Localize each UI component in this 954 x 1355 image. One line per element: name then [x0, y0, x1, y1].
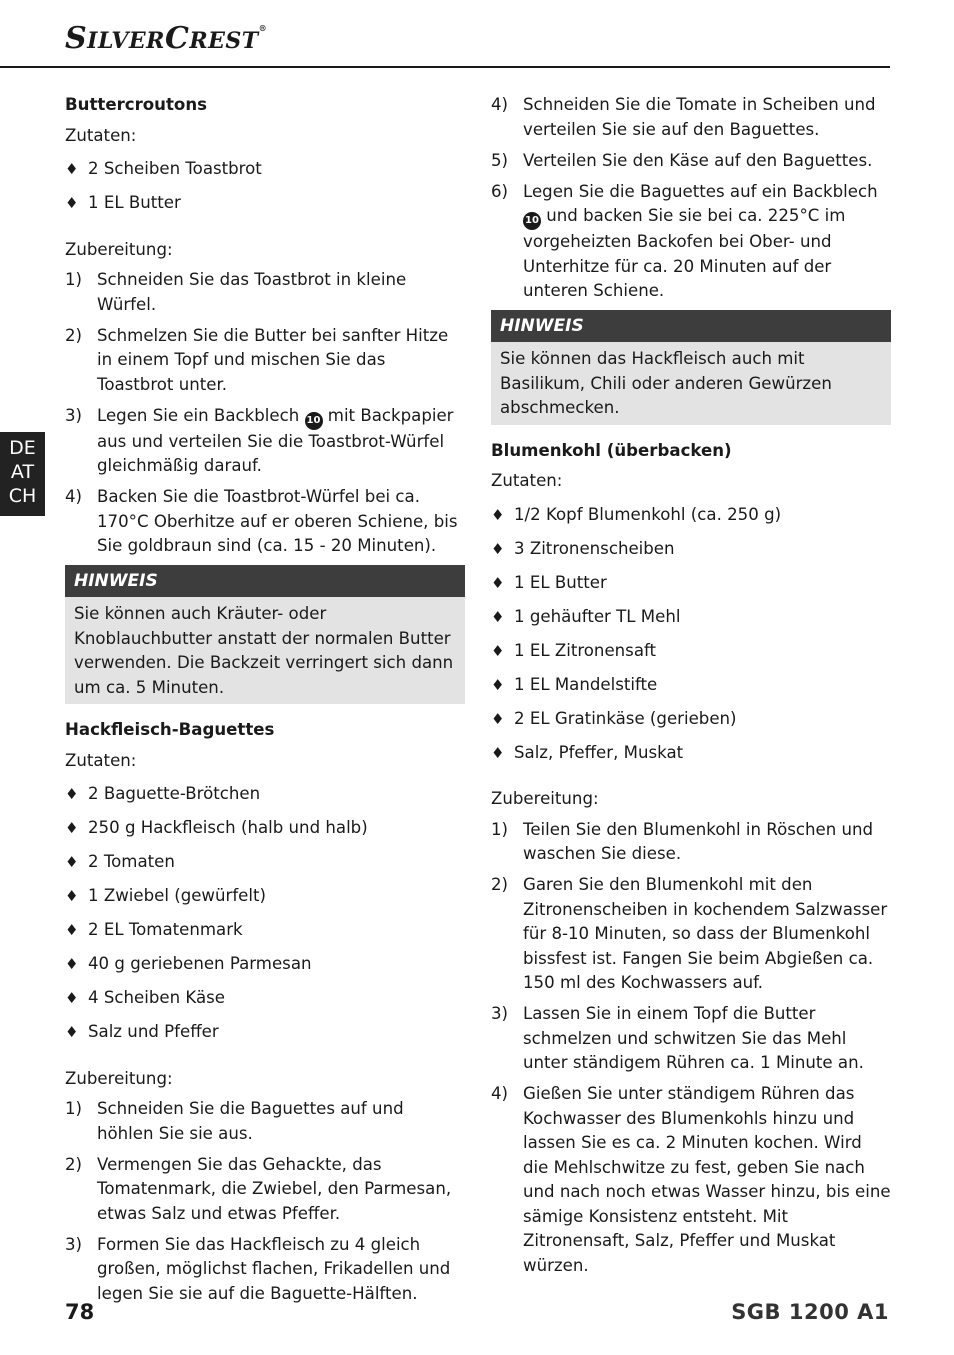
- step-item: [65, 1153, 465, 1227]
- step-item: [491, 149, 891, 174]
- step-text: Schmelzen Sie die Butter bei sanfter Hitze in einem Topf und mischen Sie das Toastbrot unter.: [97, 325, 449, 394]
- step-list: [491, 818, 891, 1279]
- step-number: 1): [65, 270, 83, 289]
- ingredient-item: ♦ 2 EL Gratinkäse (gerieben): [491, 707, 891, 732]
- ingredients-label: Zutaten:: [491, 471, 563, 490]
- step-number: 3): [491, 1004, 509, 1023]
- step-list: [65, 268, 465, 559]
- ingredient-item: ♦ 1 Zwiebel (gewürfelt): [65, 884, 465, 909]
- step-item: [491, 93, 891, 142]
- step-list: [491, 93, 891, 304]
- step-list: [65, 1097, 465, 1306]
- step-number: 4): [491, 95, 509, 114]
- recipe-title: Hackfleisch-Baguettes: [65, 720, 275, 739]
- brand-text: ILVER: [87, 28, 165, 54]
- brand-letter: S: [65, 21, 88, 56]
- note-text: Sie können auch Kräuter- oder Knoblauchbutter anstatt der normalen Butter verwenden. Die Backzeit verringert sich dann um ca. 5 Minuten.: [65, 597, 465, 704]
- step-item: [65, 485, 465, 559]
- step-number: 2): [65, 325, 83, 345]
- brand-letter: C: [164, 21, 190, 56]
- ingredient-item: ♦ 1 EL Mandelstifte: [491, 673, 891, 698]
- note-box: [65, 565, 465, 704]
- step-text: Schneiden Sie das Toastbrot in kleine Würfel.: [97, 270, 407, 314]
- note-text: Sie können das Hackfleisch auch mit Basilikum, Chili oder anderen Gewürzen abschmecken.: [491, 342, 891, 425]
- brand-text: REST: [189, 28, 259, 54]
- step-text: Gießen Sie unter ständigem Rühren das Kochwasser des Blumenkohls hinzu und lassen Sie es ca. 2 Minuten kochen. Wird die Mehlschwitze zu fest, geben Sie nach und nach noch etwas Wasser hinzu, bis eine sämige Konsistenz entsteht. Mit Zitronensaft, Salz, Pfeffer und Muskat würzen.: [523, 1084, 891, 1275]
- step-item: [65, 1233, 465, 1307]
- page-number: 78: [65, 1300, 95, 1324]
- part-reference-icon: 10: [305, 412, 323, 430]
- recipe-title: Buttercroutons: [65, 95, 208, 114]
- step-number: 3): [65, 405, 83, 425]
- step-number: 4): [65, 487, 83, 506]
- step-item: [491, 1082, 891, 1278]
- step-item: [491, 180, 891, 304]
- step-text: Backen Sie die Toastbrot-Würfel bei ca. 170°C Oberhitze auf er oberen Schiene, bis Sie goldbraun sind (ca. 15 - 20 Minuten).: [97, 487, 458, 555]
- ingredient-item: ♦ 40 g geriebenen Parmesan: [65, 952, 465, 977]
- ingredient-item: ♦ 4 Scheiben Käse: [65, 986, 465, 1011]
- step-text: Teilen Sie den Blumenkohl in Röschen und waschen Sie diese.: [523, 819, 874, 863]
- step-number: 6): [491, 181, 509, 201]
- registered-mark: ®: [258, 23, 268, 33]
- ingredients-label: Zutaten:: [65, 125, 137, 145]
- right-column: [491, 93, 891, 1285]
- step-item: [65, 268, 465, 317]
- left-column: [65, 93, 465, 1313]
- ingredient-item: ♦ Salz und Pfeffer: [65, 1020, 465, 1045]
- step-number: 2): [65, 1154, 83, 1174]
- ingredient-item: ♦ 250 g Hackfleisch (halb und halb): [65, 816, 465, 841]
- preparation-label: Zubereitung:: [65, 1068, 173, 1088]
- preparation-label: Zubereitung:: [491, 789, 599, 808]
- ingredient-item: ♦ 1 gehäufter TL Mehl: [491, 605, 891, 630]
- step-text: Schneiden Sie die Tomate in Scheiben und verteilen Sie sie auf den Baguettes.: [523, 95, 876, 139]
- note-title: HINWEIS: [491, 310, 891, 342]
- header-divider: [0, 66, 890, 68]
- ingredient-item: ♦ 1 EL Butter: [491, 571, 891, 596]
- step-text: und backen Sie sie bei ca. 225°C im vorgeheizten Backofen bei Ober- und Unterhitze für ca. 20 Minuten auf der unteren Schiene.: [523, 206, 846, 300]
- ingredient-list: [491, 503, 891, 766]
- ingredient-item: ♦ Salz, Pfeffer, Muskat: [491, 741, 891, 766]
- ingredient-item: ♦ 1/2 Kopf Blumenkohl (ca. 250 g): [491, 503, 891, 528]
- step-text: mit Backpapier aus und verteilen Sie die Toastbrot-Würfel gleichmäßig darauf.: [97, 405, 454, 475]
- step-text: Lassen Sie in einem Topf die Butter schmelzen und schwitzen Sie das Mehl unter ständigem Rühren ca. 1 Minute an.: [523, 1004, 864, 1072]
- step-number: 1): [65, 1099, 83, 1118]
- language-tab: [0, 432, 45, 516]
- brand-logo: [65, 21, 268, 56]
- step-number: 5): [491, 150, 509, 170]
- step-text: Verteilen Sie den Käse auf den Baguettes.: [523, 150, 873, 170]
- step-text: Vermengen Sie das Gehackte, das Tomatenmark, die Zwiebel, den Parmesan, etwas Salz und etwas Pfeffer.: [97, 1154, 452, 1223]
- step-item: [65, 404, 465, 479]
- step-number: 4): [491, 1084, 509, 1103]
- ingredient-item: ♦ 2 Baguette-Brötchen: [65, 782, 465, 807]
- ingredient-item: ♦ 1 EL Butter: [65, 191, 465, 216]
- language-code: AT: [10, 461, 35, 483]
- preparation-label: Zubereitung:: [65, 239, 173, 259]
- note-title: HINWEIS: [65, 565, 465, 597]
- language-code: CH: [8, 485, 37, 507]
- ingredient-list: [65, 157, 465, 216]
- ingredient-item: ♦ 2 Tomaten: [65, 850, 465, 875]
- step-text: Garen Sie den Blumenkohl mit den Zitronenscheiben in kochendem Salzwasser für 8-10 Minuten, so dass der Blumenkohl bissfest ist. Fangen Sie beim Abgießen ca. 150 ml des Kochwassers auf.: [523, 875, 888, 992]
- step-item: [491, 873, 891, 996]
- ingredient-item: ♦ 1 EL Zitronensaft: [491, 639, 891, 664]
- step-text: Schneiden Sie die Baguettes auf und höhlen Sie sie aus.: [97, 1099, 404, 1143]
- step-number: 1): [491, 819, 509, 839]
- step-number: 3): [65, 1234, 83, 1254]
- step-number: 2): [491, 875, 509, 894]
- model-number: SGB 1200 A1: [731, 1300, 889, 1324]
- language-code: DE: [9, 437, 36, 459]
- note-box: [491, 310, 891, 425]
- step-item: [491, 1002, 891, 1076]
- step-item: [65, 324, 465, 398]
- step-item: [491, 818, 891, 867]
- step-item: [65, 1097, 465, 1146]
- ingredient-item: ♦ 3 Zitronenscheiben: [491, 537, 891, 562]
- step-text: Legen Sie ein Backblech: [97, 405, 305, 425]
- ingredient-list: [65, 782, 465, 1045]
- ingredient-item: ♦ 2 Scheiben Toastbrot: [65, 157, 465, 182]
- step-text: Legen Sie die Baguettes auf ein Backblech: [523, 181, 878, 201]
- ingredients-label: Zutaten:: [65, 750, 137, 770]
- recipe-title: Blumenkohl (überbacken): [491, 440, 732, 460]
- step-text: Formen Sie das Hackfleisch zu 4 gleich großen, möglichst flachen, Frikadellen und legen Sie sie auf die Baguette-Hälften.: [97, 1234, 451, 1303]
- part-reference-icon: 10: [523, 212, 541, 230]
- ingredient-item: ♦ 2 EL Tomatenmark: [65, 918, 465, 943]
